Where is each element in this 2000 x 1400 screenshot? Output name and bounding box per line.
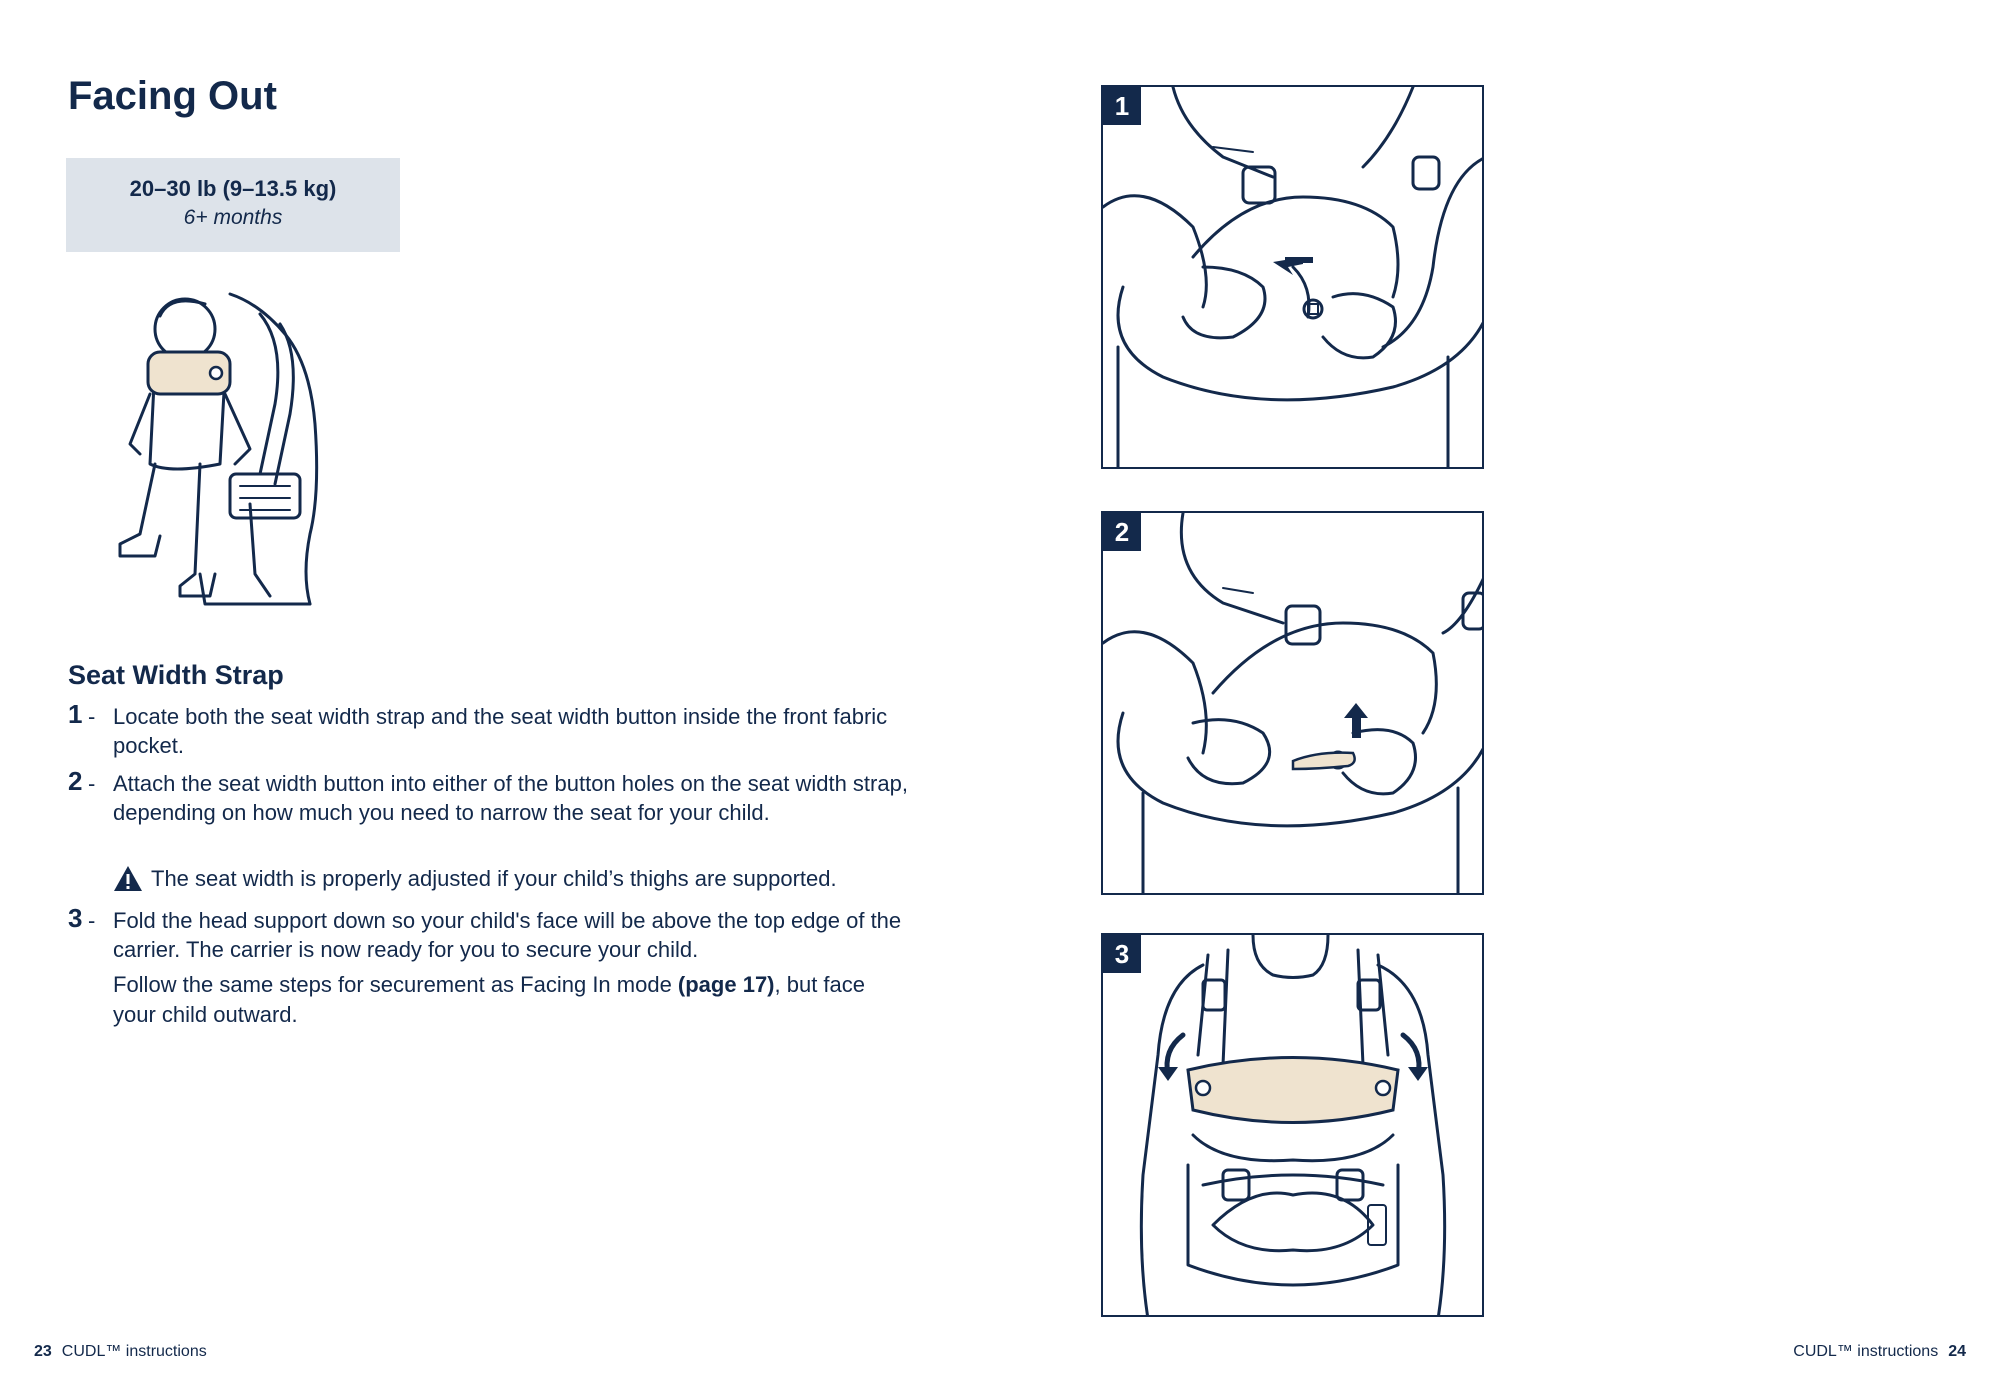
step-text: Attach the seat width button into either of the button holes on the seat width strap, depending on how much you need to narrow the seat for your child.: [113, 771, 908, 825]
age-weight-box: [66, 158, 400, 252]
step-text: Fold the head support down so your child's face will be above the top edge of the carrier. The carrier is now ready for you to secure your child.: [113, 908, 902, 962]
page-reference-link[interactable]: (page 17): [677, 972, 775, 997]
warning-icon: [113, 865, 143, 892]
fold-head-support-illustration: [1103, 935, 1484, 1317]
attach-seat-width-button-illustration: [1103, 513, 1484, 895]
footer-left: [34, 1343, 207, 1361]
step-dash: -: [88, 908, 96, 933]
step-number: 1: [68, 699, 83, 729]
panel-number: 3: [1103, 935, 1141, 973]
step-1: [68, 699, 908, 760]
panel-number: 1: [1103, 87, 1141, 125]
step-number: 3: [68, 903, 83, 933]
warning-text: The seat width is properly adjusted if your child’s thighs are supported.: [151, 866, 837, 891]
step-dash: -: [88, 771, 96, 796]
page-title: Facing Out: [68, 74, 277, 118]
age-range: 6+ months: [183, 206, 283, 229]
weight-range: 20–30 lb (9–13.5 kg): [129, 176, 337, 201]
step-text: Locate both the seat width strap and the seat width button inside the front fabric pocket.: [113, 704, 888, 758]
step-2: [68, 766, 908, 827]
page-number-left: 23: [34, 1343, 52, 1360]
follow-text-after: , but face your child outward.: [113, 972, 866, 1027]
page-number-right: 24: [1948, 1343, 1966, 1360]
footer-label-left: CUDL™ instructions: [61, 1343, 207, 1360]
facing-out-carrier-illustration: [110, 274, 370, 610]
step-3: [68, 903, 908, 964]
step-number: 2: [68, 766, 83, 796]
follow-note: [113, 970, 893, 1030]
illustration-panel-3: [1101, 933, 1484, 1317]
step-dash: -: [88, 704, 96, 729]
follow-text-before: Follow the same steps for securement as Facing In mode: [113, 972, 678, 997]
footer-right: [1793, 1343, 1966, 1361]
illustration-panel-1: [1101, 85, 1484, 469]
buckle-seat-strap-illustration: [1103, 87, 1484, 469]
illustration-panel-2: [1101, 511, 1484, 895]
warning-note: [113, 864, 837, 893]
panel-number: 2: [1103, 513, 1141, 551]
section-title: Seat Width Strap: [68, 660, 284, 690]
footer-label-right: CUDL™ instructions: [1793, 1343, 1939, 1360]
